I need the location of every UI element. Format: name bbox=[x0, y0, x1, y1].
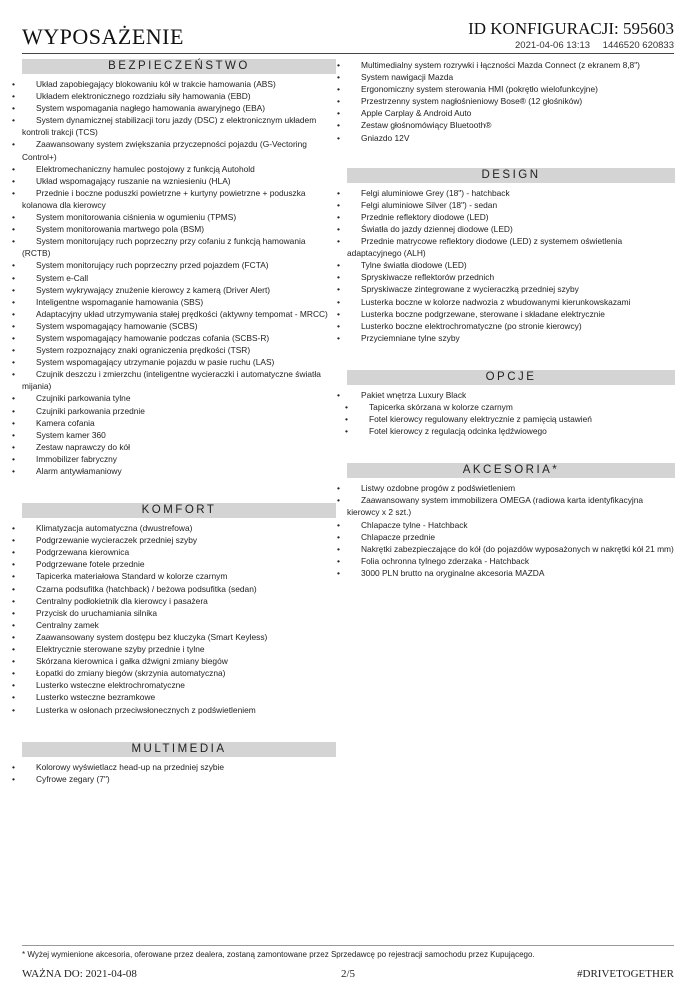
sub-item-list bbox=[347, 401, 675, 437]
list-item: • Lusterko boczne elektrochromatyczne (po stronie kierowcy) bbox=[347, 320, 675, 332]
header-meta bbox=[515, 40, 674, 51]
list-item: • Czujniki parkowania tylne bbox=[22, 392, 336, 404]
right-column bbox=[347, 59, 675, 605]
item-list bbox=[22, 522, 336, 716]
list-item: • Lusterko wsteczne elektrochromatyczne bbox=[22, 679, 336, 691]
item-list bbox=[347, 187, 675, 344]
list-item: • System wspomagania nagłego hamowania awaryjnego (EBA) bbox=[22, 102, 336, 114]
list-item: • Przyciemniane tylne szyby bbox=[347, 332, 675, 344]
page-number: 2/5 bbox=[340, 968, 356, 980]
list-item: • System wspomagający hamowanie (SCBS) bbox=[22, 320, 336, 332]
list-item: • System monitorujący ruch poprzeczny przed pojazdem (FCTA) bbox=[22, 259, 336, 271]
list-item: • Gniazdo 12V bbox=[347, 132, 675, 144]
list-item: • Układ wspomagający ruszanie na wzniesieniu (HLA) bbox=[22, 175, 336, 187]
list-item: • Przednie i boczne poduszki powietrzne + kurtyny powietrzne + poduszka kolanowa dla kierowcy bbox=[22, 187, 336, 211]
item-list bbox=[22, 761, 336, 785]
list-item: • System rozpoznający znaki ograniczenia prędkości (TSR) bbox=[22, 344, 336, 356]
list-item: • Tylne światła diodowe (LED) bbox=[347, 259, 675, 271]
item-list bbox=[347, 389, 675, 401]
section-komfort bbox=[22, 503, 336, 716]
list-item: • System wykrywający znużenie kierowcy z kamerą (Driver Alert) bbox=[22, 284, 336, 296]
section-title: AKCESORIA* bbox=[347, 463, 675, 478]
list-item: • Chlapacze tylne - Hatchback bbox=[347, 519, 675, 531]
list-item: • 3000 PLN brutto na oryginalne akcesoria MAZDA bbox=[347, 567, 675, 579]
list-item: • System wspomagający hamowanie podczas cofania (SCBS-R) bbox=[22, 332, 336, 344]
section-bezpieczenstwo bbox=[22, 59, 336, 477]
list-item: • System dynamicznej stabilizacji toru jazdy (DSC) z elektronicznym układem kontroli trakcji (TCS) bbox=[22, 114, 336, 138]
list-item: • Adaptacyjny układ utrzymywania stałej prędkości (aktywny tempomat - MRCC) bbox=[22, 308, 336, 320]
list-item: • Immobilizer fabryczny bbox=[22, 453, 336, 465]
list-item: • System nawigacji Mazda bbox=[347, 71, 675, 83]
list-item: • Tapicerka materiałowa Standard w kolorze czarnym bbox=[22, 570, 336, 582]
list-item: • Apple Carplay & Android Auto bbox=[347, 107, 675, 119]
list-item: • System kamer 360 bbox=[22, 429, 336, 441]
list-item: • Lusterko wsteczne bezramkowe bbox=[22, 691, 336, 703]
header-date: 2021-04-06 13:13 bbox=[515, 40, 591, 51]
list-item: • Klimatyzacja automatyczna (dwustrefowa) bbox=[22, 522, 336, 534]
list-item: • Centralny podłokietnik dla kierowcy i pasażera bbox=[22, 595, 336, 607]
list-item: • Folia ochronna tylnego zderzaka - Hatchback bbox=[347, 555, 675, 567]
list-item: • Światła do jazdy dziennej diodowe (LED) bbox=[347, 223, 675, 235]
list-item: • Felgi aluminiowe Grey (18") - hatchback bbox=[347, 187, 675, 199]
list-item: • System monitorujący ruch poprzeczny przy cofaniu z funkcją hamowania (RCTB) bbox=[22, 235, 336, 259]
list-item: • System monitorowania martwego pola (BSM) bbox=[22, 223, 336, 235]
left-column bbox=[22, 59, 336, 811]
list-item: • Lusterka w osłonach przeciwsłonecznych z podświetleniem bbox=[22, 704, 336, 716]
list-item: • System e-Call bbox=[22, 272, 336, 284]
list-item: • Układ zapobiegający blokowaniu kół w trakcie hamowania (ABS) bbox=[22, 78, 336, 90]
list-item: • Spryskiwacze zintegrowane z wycieraczką przedniej szyby bbox=[347, 283, 675, 295]
list-item: • Spryskiwacze reflektorów przednich bbox=[347, 271, 675, 283]
list-item: • Zaawansowany system dostępu bez kluczyka (Smart Keyless) bbox=[22, 631, 336, 643]
footnote-divider bbox=[22, 945, 674, 946]
list-item: • Skórzana kierownica i gałka dźwigni zmiany biegów bbox=[22, 655, 336, 667]
list-item: • Felgi aluminiowe Silver (18") - sedan bbox=[347, 199, 675, 211]
list-item: • Zestaw głośnomówiący Bluetooth® bbox=[347, 119, 675, 131]
list-item: • Czujniki parkowania przednie bbox=[22, 405, 336, 417]
list-item: • Czarna podsufitka (hatchback) / beżowa podsufitka (sedan) bbox=[22, 583, 336, 595]
header-number: 1446520 620833 bbox=[602, 40, 674, 51]
list-item: • Zaawansowany system zwiększania przyczepności pojazdu (G-Vectoring Control+) bbox=[22, 138, 336, 162]
list-item: • Nakrętki zabezpieczające do kół (do pojazdów wyposażonych w nakrętki kół 21 mm) bbox=[347, 543, 675, 555]
list-item: • System wspomagający utrzymanie pojazdu w pasie ruchu (LAS) bbox=[22, 356, 336, 368]
hashtag: #DRIVETOGETHER bbox=[577, 968, 674, 980]
section-title: MULTIMEDIA bbox=[22, 742, 336, 757]
configuration-id: ID KONFIGURACJI: 595603 bbox=[468, 19, 674, 38]
list-item: • Listwy ozdobne progów z podświetleniem bbox=[347, 482, 675, 494]
list-item: • Podgrzewana kierownica bbox=[22, 546, 336, 558]
list-item: • Kolorowy wyświetlacz head-up na przedniej szybie bbox=[22, 761, 336, 773]
item-list bbox=[347, 59, 675, 144]
valid-until: WAŻNA DO: 2021-04-08 bbox=[22, 968, 137, 980]
list-item: • System monitorowania ciśnienia w ogumieniu (TPMS) bbox=[22, 211, 336, 223]
header-divider bbox=[22, 53, 674, 54]
item-list bbox=[22, 78, 336, 477]
footnote: * Wyżej wymienione akcesoria, oferowane przez dealera, zostaną zamontowane przez Sprzedawcę po rejestracji samochodu przez Kupującego. bbox=[22, 950, 535, 959]
list-item: • Czujnik deszczu i zmierzchu (inteligentne wycieraczki i automatyczne światła mijania) bbox=[22, 368, 336, 392]
list-item: • Podgrzewanie wycieraczek przedniej szyby bbox=[22, 534, 336, 546]
section-multimedia bbox=[22, 742, 336, 785]
list-item: • Przestrzenny system nagłośnieniowy Bose® (12 głośników) bbox=[347, 95, 675, 107]
list-item: • Alarm antywłamaniowy bbox=[22, 465, 336, 477]
section-akcesoria bbox=[347, 463, 675, 579]
list-item: • Lusterka boczne w kolorze nadwozia z wbudowanymi kierunkowskazami bbox=[347, 296, 675, 308]
list-item: • Multimedialny system rozrywki i łączności Mazda Connect (z ekranem 8,8") bbox=[347, 59, 675, 71]
list-item: • Pakiet wnętrza Luxury Black bbox=[347, 389, 675, 401]
section-title: DESIGN bbox=[347, 168, 675, 183]
section-opcje bbox=[347, 370, 675, 437]
list-item: • Ergonomiczny system sterowania HMI (pokrętło wielofunkcyjne) bbox=[347, 83, 675, 95]
section-title: KOMFORT bbox=[22, 503, 336, 518]
section-multimedia-continued bbox=[347, 59, 675, 144]
section-title: OPCJE bbox=[347, 370, 675, 385]
list-item: • Elektrycznie sterowane szyby przednie i tylne bbox=[22, 643, 336, 655]
list-item: • Przednie reflektory diodowe (LED) bbox=[347, 211, 675, 223]
list-item: • Inteligentne wspomaganie hamowania (SBS) bbox=[22, 296, 336, 308]
list-item: • Zestaw naprawczy do kół bbox=[22, 441, 336, 453]
sub-list-item: • Tapicerka skórzana w kolorze czarnym bbox=[355, 401, 675, 413]
item-list bbox=[347, 482, 675, 579]
list-item: • Podgrzewane fotele przednie bbox=[22, 558, 336, 570]
list-item: • Zaawansowany system immobilizera OMEGA (radiowa karta identyfikacyjna kierowcy x 2 szt.) bbox=[347, 494, 675, 518]
list-item: • Centralny zamek bbox=[22, 619, 336, 631]
sub-list-item: • Fotel kierowcy z regulacją odcinka lędźwiowego bbox=[355, 425, 675, 437]
sub-list-item: • Fotel kierowcy regulowany elektrycznie z pamięcią ustawień bbox=[355, 413, 675, 425]
section-title: BEZPIECZEŃSTWO bbox=[22, 59, 336, 74]
list-item: • Układem elektronicznego rozdziału siły hamowania (EBD) bbox=[22, 90, 336, 102]
page-title: WYPOSAŻENIE bbox=[22, 24, 184, 49]
list-item: • Lusterka boczne podgrzewane, sterowane i składane elektrycznie bbox=[347, 308, 675, 320]
section-design bbox=[347, 168, 675, 344]
list-item: • Przednie matrycowe reflektory diodowe (LED) z systemem oświetlenia adaptacyjnego (ALH) bbox=[347, 235, 675, 259]
list-item: • Elektromechaniczny hamulec postojowy z funkcją Autohold bbox=[22, 163, 336, 175]
list-item: • Łopatki do zmiany biegów (skrzynia automatyczna) bbox=[22, 667, 336, 679]
list-item: • Przycisk do uruchamiania silnika bbox=[22, 607, 336, 619]
list-item: • Chlapacze przednie bbox=[347, 531, 675, 543]
list-item: • Kamera cofania bbox=[22, 417, 336, 429]
list-item: • Cyfrowe zegary (7") bbox=[22, 773, 336, 785]
